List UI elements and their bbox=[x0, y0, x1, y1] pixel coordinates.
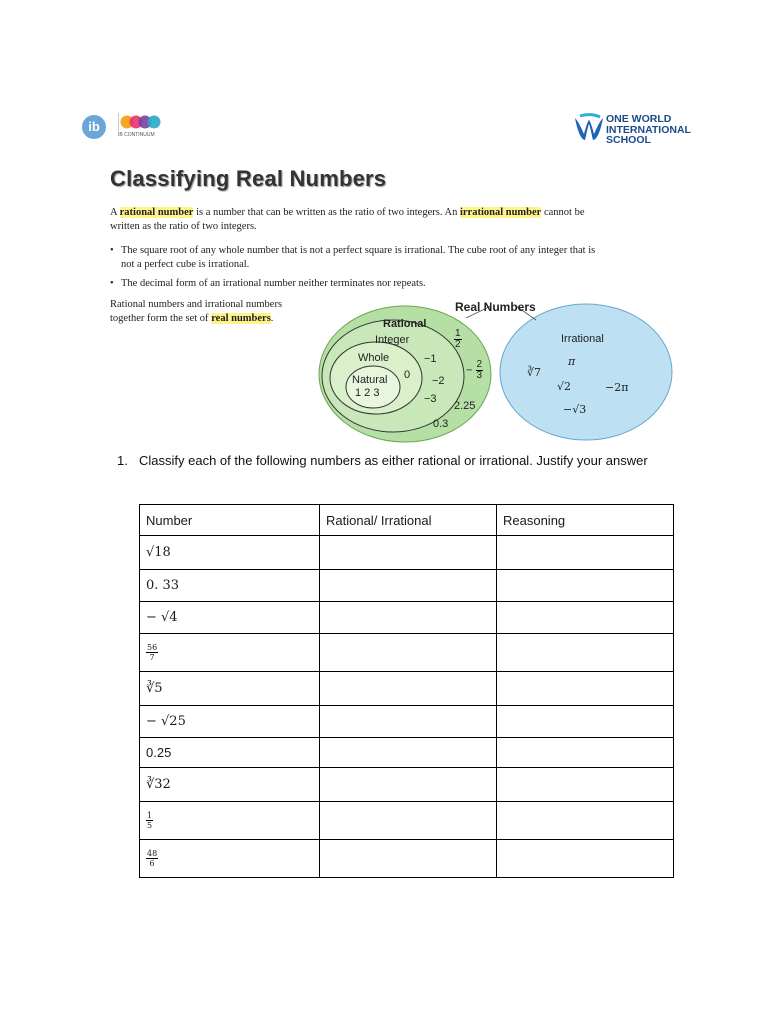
number-cell bbox=[140, 840, 320, 878]
classification-cell[interactable] bbox=[320, 768, 497, 802]
number-cell bbox=[140, 802, 320, 840]
number-cell: ∛5 bbox=[140, 672, 320, 706]
neg-two-thirds-value bbox=[466, 360, 483, 381]
fraction bbox=[454, 329, 462, 350]
denominator: 3 bbox=[476, 370, 483, 381]
table-row bbox=[140, 634, 674, 672]
numerator: 2 bbox=[476, 359, 483, 370]
table-row bbox=[140, 768, 674, 802]
number-cell: 0.25 bbox=[140, 738, 320, 768]
neg-two-value: −2 bbox=[432, 375, 445, 387]
sqrt-two-value: √2 bbox=[557, 380, 572, 393]
header-reasoning: Reasoning bbox=[497, 505, 674, 536]
reasoning-cell[interactable] bbox=[497, 706, 674, 738]
reasoning-cell[interactable] bbox=[497, 840, 674, 878]
classification-cell[interactable] bbox=[320, 840, 497, 878]
text-fragment: Rational numbers and irrational numbers together form the set of bbox=[110, 299, 283, 324]
ib-logo-mark: ib bbox=[82, 115, 106, 139]
neg-one-value: −1 bbox=[424, 353, 437, 365]
ib-logo bbox=[82, 113, 164, 143]
table-row bbox=[140, 802, 674, 840]
fraction bbox=[146, 811, 153, 830]
denominator: 6 bbox=[149, 859, 155, 868]
classification-cell[interactable] bbox=[320, 570, 497, 602]
text-fragment: . bbox=[270, 313, 274, 324]
page-title: Classifying Real Numbers bbox=[110, 166, 387, 191]
fraction bbox=[146, 849, 158, 868]
reasoning-cell[interactable] bbox=[497, 802, 674, 840]
integer-label: Integer bbox=[375, 334, 410, 346]
definition-paragraph bbox=[110, 206, 590, 234]
table-row bbox=[140, 672, 674, 706]
text-fragment: A bbox=[110, 207, 120, 218]
table-row bbox=[140, 706, 674, 738]
minus-sign: − bbox=[466, 364, 473, 377]
number-cell: − √4 bbox=[140, 602, 320, 634]
classification-cell[interactable] bbox=[320, 802, 497, 840]
ib-continuum-dots-icon bbox=[118, 113, 164, 131]
numerator: 48 bbox=[147, 849, 158, 858]
irrational-number-term: irrational number bbox=[459, 207, 542, 218]
number-cell: − √25 bbox=[140, 706, 320, 738]
cube-root-seven-value: ∛7 bbox=[527, 366, 542, 379]
table-row bbox=[140, 536, 674, 570]
rational-number-term: rational number bbox=[119, 207, 194, 218]
number-cell bbox=[140, 634, 320, 672]
reasoning-cell[interactable] bbox=[497, 738, 674, 768]
bullet-decimal-form: • The decimal form of an irrational number neither terminates nor repeats. bbox=[110, 277, 601, 291]
number-cell: 0. 33 bbox=[140, 570, 320, 602]
classification-cell[interactable] bbox=[320, 634, 497, 672]
school-logo bbox=[572, 112, 702, 148]
classification-cell[interactable] bbox=[320, 738, 497, 768]
whole-label: Whole bbox=[358, 352, 390, 364]
neg-sqrt-three-value: −√3 bbox=[563, 403, 587, 416]
table-header-row bbox=[140, 505, 674, 536]
number-cell: ∛32 bbox=[140, 768, 320, 802]
natural-values: 1 2 3 bbox=[355, 387, 380, 399]
school-name: ONE WORLD INTERNATIONAL SCHOOL bbox=[606, 113, 691, 146]
numerator: 1 bbox=[455, 328, 461, 339]
rational-label: Rational bbox=[383, 318, 427, 330]
table-row bbox=[140, 602, 674, 634]
real-numbers-paragraph bbox=[110, 298, 310, 326]
text-fragment: is a number that can be written as the ratio of two integers. An bbox=[193, 207, 460, 218]
denominator: 2 bbox=[455, 339, 461, 350]
diagram-title: Real Numbers bbox=[455, 300, 536, 314]
neg-two-pi-value: −2π bbox=[605, 381, 629, 394]
school-w-icon bbox=[572, 112, 606, 146]
repeating-decimal-value: 0.3 bbox=[433, 418, 449, 430]
neg-three-value: −3 bbox=[424, 393, 437, 405]
pi-value: π bbox=[568, 355, 576, 368]
irrational-label: Irrational bbox=[561, 333, 604, 345]
text-fragment: cannot be written as the ratio of two integers. bbox=[110, 207, 585, 232]
number-cell: √18 bbox=[140, 536, 320, 570]
denominator: 5 bbox=[147, 821, 153, 830]
classification-table bbox=[139, 504, 674, 878]
zero-value: 0 bbox=[404, 369, 411, 381]
header-number: Number bbox=[140, 505, 320, 536]
denominator: 7 bbox=[149, 653, 155, 662]
reasoning-cell[interactable] bbox=[497, 634, 674, 672]
question-number: 1. bbox=[117, 453, 128, 468]
classification-cell[interactable] bbox=[320, 536, 497, 570]
fraction bbox=[476, 360, 484, 381]
bullet-square-root: • The square root of any whole number that is not a perfect square is irrational. The cube root of any integer that is not a perfect cube is irrational. bbox=[110, 244, 601, 272]
fraction bbox=[146, 643, 158, 662]
reasoning-cell[interactable] bbox=[497, 768, 674, 802]
question-text: Classify each of the following numbers as either rational or irrational. Justify your answer bbox=[139, 453, 648, 468]
table-row bbox=[140, 840, 674, 878]
natural-label: Natural bbox=[352, 374, 388, 386]
real-numbers-diagram bbox=[318, 296, 678, 446]
header-rational-irrational: Rational/ Irrational bbox=[320, 505, 497, 536]
one-half-value bbox=[454, 329, 462, 350]
classification-cell[interactable] bbox=[320, 602, 497, 634]
irrational-set-ellipse bbox=[500, 304, 672, 440]
reasoning-cell[interactable] bbox=[497, 536, 674, 570]
table-row bbox=[140, 738, 674, 768]
decimal-value: 2.25 bbox=[454, 400, 476, 412]
classification-cell[interactable] bbox=[320, 672, 497, 706]
ib-caption: IB CONTINUUM bbox=[118, 132, 155, 138]
classification-cell[interactable] bbox=[320, 706, 497, 738]
reasoning-cell[interactable] bbox=[497, 672, 674, 706]
table-row bbox=[140, 570, 674, 602]
numerator: 1 bbox=[147, 811, 153, 820]
real-numbers-term: real numbers bbox=[211, 313, 271, 324]
reasoning-cell[interactable] bbox=[497, 602, 674, 634]
reasoning-cell[interactable] bbox=[497, 570, 674, 602]
numerator: 56 bbox=[147, 643, 158, 652]
